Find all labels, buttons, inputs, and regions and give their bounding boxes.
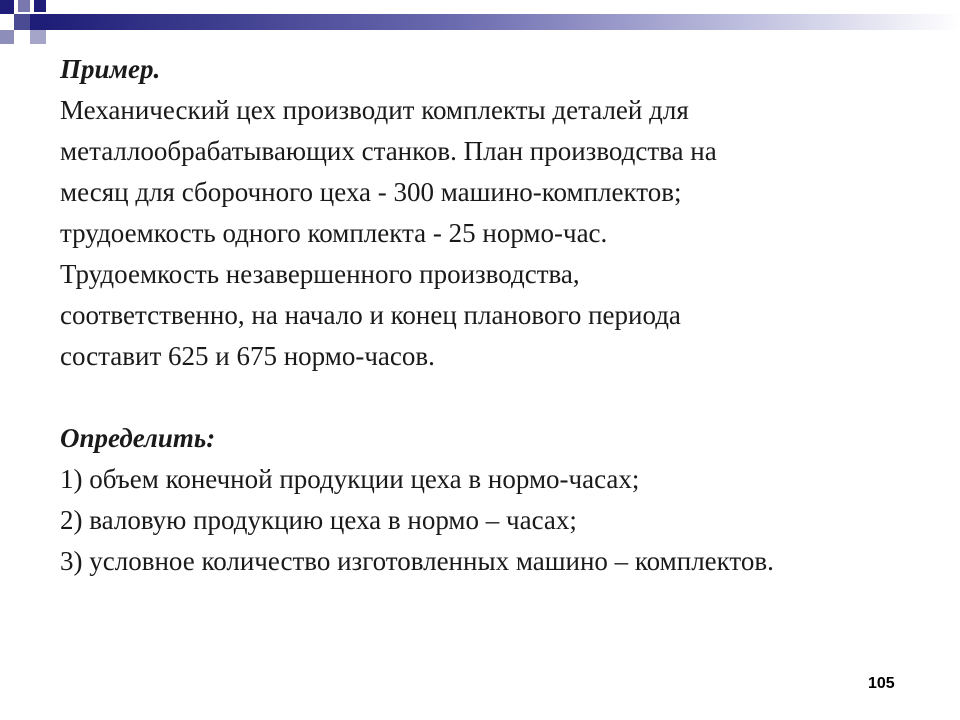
- decorative-square: [0, 0, 14, 14]
- decorative-square: [34, 0, 46, 12]
- body-line: месяц для сборочного цеха - 300 машино-комплектов;: [60, 177, 682, 207]
- example-heading: Пример.: [60, 54, 161, 84]
- paragraph-gap: [60, 377, 920, 418]
- slide-content: [60, 49, 920, 582]
- decorative-square: [30, 14, 46, 30]
- body-line: Механический цех производит комплекты деталей для: [60, 95, 689, 125]
- body-line: металлообрабатывающих станков. План производства на: [60, 136, 717, 166]
- body-line: Трудоемкость незавершенного производства,: [60, 259, 580, 289]
- body-line: трудоемкость одного комплекта - 25 нормо-час.: [60, 218, 608, 248]
- decorative-square: [30, 30, 46, 44]
- task-line: 3) условное количество изготовленных машино – комплектов.: [60, 546, 774, 576]
- task-heading: Определить:: [60, 423, 216, 453]
- task-line: 2) валовую продукцию цеха в нормо – часах;: [60, 505, 577, 535]
- task-line: 1) объем конечной продукции цеха в нормо-часах;: [60, 464, 640, 494]
- decorative-square: [0, 30, 14, 44]
- decorative-gradient-bar: [46, 14, 960, 30]
- decorative-square: [18, 0, 30, 12]
- body-line: соответственно, на начало и конец планового периода: [60, 300, 681, 330]
- body-line: составит 625 и 675 нормо-часов.: [60, 341, 435, 371]
- page-number: 105: [868, 675, 895, 692]
- decorative-square: [14, 14, 30, 30]
